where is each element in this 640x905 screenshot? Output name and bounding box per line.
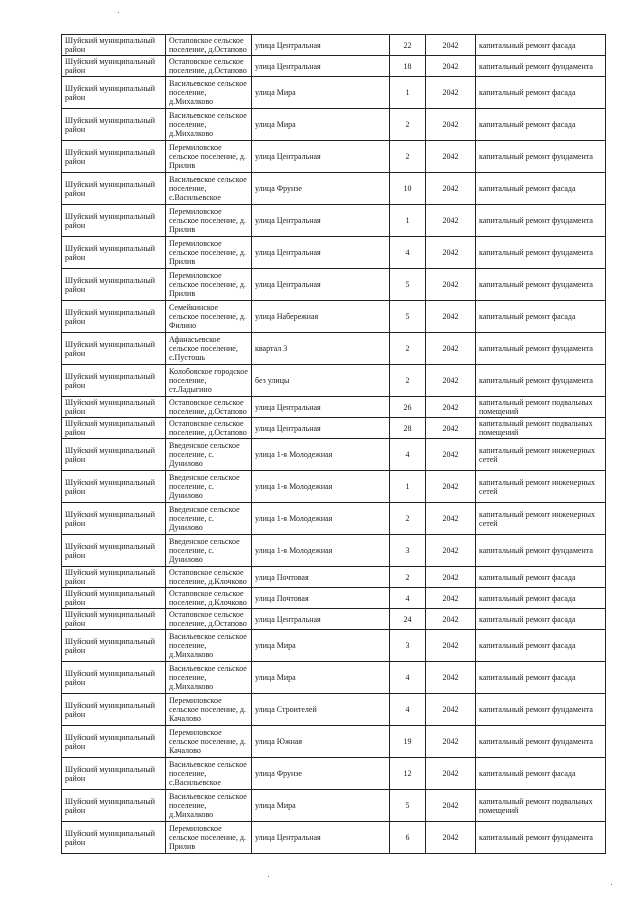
district-cell: Шуйский муниципальный район — [62, 726, 166, 758]
street-cell: квартал 3 — [252, 333, 390, 365]
district-cell: Шуйский муниципальный район — [62, 173, 166, 205]
work-type-cell: капитальный ремонт фасада — [476, 77, 606, 109]
house-number-cell: 5 — [390, 790, 426, 822]
district-cell: Шуйский муниципальный район — [62, 503, 166, 535]
district-cell: Шуйский муниципальный район — [62, 109, 166, 141]
year-cell: 2042 — [426, 567, 476, 588]
house-number-cell: 24 — [390, 609, 426, 630]
year-cell: 2042 — [426, 397, 476, 418]
work-type-cell: капитальный ремонт фундамента — [476, 205, 606, 237]
year-cell: 2042 — [426, 56, 476, 77]
street-cell: улица Набережная — [252, 301, 390, 333]
table-row — [62, 662, 606, 694]
house-number-cell: 2 — [390, 567, 426, 588]
table-row — [62, 822, 606, 854]
house-number-cell: 3 — [390, 535, 426, 567]
street-cell: улица Центральная — [252, 822, 390, 854]
house-number-cell: 22 — [390, 35, 426, 56]
settlement-cell: Перемиловское сельское поселение, д. Качалово — [166, 694, 252, 726]
settlement-cell: Васильевское сельское поселение, с.Васильевское — [166, 173, 252, 205]
district-cell: Шуйский муниципальный район — [62, 333, 166, 365]
scan-speck — [268, 876, 269, 877]
work-type-cell: капитальный ремонт фасада — [476, 567, 606, 588]
year-cell: 2042 — [426, 790, 476, 822]
settlement-cell: Перемиловское сельское поселение, д. Прилив — [166, 822, 252, 854]
settlement-cell: Введенское сельское поселение, с. Дунилово — [166, 535, 252, 567]
year-cell: 2042 — [426, 333, 476, 365]
house-number-cell: 4 — [390, 694, 426, 726]
district-cell: Шуйский муниципальный район — [62, 694, 166, 726]
settlement-cell: Перемиловское сельское поселение, д. Прилив — [166, 205, 252, 237]
street-cell: улица Фрунзе — [252, 758, 390, 790]
street-cell: улица 1-я Молодежная — [252, 535, 390, 567]
table-row — [62, 77, 606, 109]
year-cell: 2042 — [426, 205, 476, 237]
table-row — [62, 439, 606, 471]
settlement-cell: Перемиловское сельское поселение, д. Прилив — [166, 269, 252, 301]
street-cell: улица Почтовая — [252, 588, 390, 609]
year-cell: 2042 — [426, 35, 476, 56]
house-number-cell: 1 — [390, 77, 426, 109]
house-number-cell: 2 — [390, 503, 426, 535]
table-row — [62, 726, 606, 758]
year-cell: 2042 — [426, 418, 476, 439]
work-type-cell: капитальный ремонт фасада — [476, 758, 606, 790]
year-cell: 2042 — [426, 269, 476, 301]
street-cell: улица Центральная — [252, 205, 390, 237]
year-cell: 2042 — [426, 77, 476, 109]
year-cell: 2042 — [426, 109, 476, 141]
table-row — [62, 790, 606, 822]
house-number-cell: 10 — [390, 173, 426, 205]
work-type-cell: капитальный ремонт фундамента — [476, 56, 606, 77]
street-cell: улица Центральная — [252, 35, 390, 56]
table-row — [62, 56, 606, 77]
table-row — [62, 535, 606, 567]
street-cell: улица Южная — [252, 726, 390, 758]
street-cell: улица Мира — [252, 109, 390, 141]
house-number-cell: 1 — [390, 471, 426, 503]
district-cell: Шуйский муниципальный район — [62, 609, 166, 630]
year-cell: 2042 — [426, 365, 476, 397]
year-cell: 2042 — [426, 726, 476, 758]
work-type-cell: капитальный ремонт фасада — [476, 35, 606, 56]
house-number-cell: 2 — [390, 365, 426, 397]
year-cell: 2042 — [426, 141, 476, 173]
house-number-cell: 4 — [390, 588, 426, 609]
settlement-cell: Васильевское сельское поселение, с.Васильевское — [166, 758, 252, 790]
table-row — [62, 397, 606, 418]
table-row — [62, 35, 606, 56]
street-cell: улица Строителей — [252, 694, 390, 726]
district-cell: Шуйский муниципальный район — [62, 535, 166, 567]
house-number-cell: 28 — [390, 418, 426, 439]
table-row — [62, 141, 606, 173]
work-type-cell: капитальный ремонт фасада — [476, 588, 606, 609]
settlement-cell: Васильевское сельское поселение, д.Михалково — [166, 662, 252, 694]
settlement-cell: Введенское сельское поселение, с. Дунилово — [166, 503, 252, 535]
street-cell: улица Мира — [252, 630, 390, 662]
house-number-cell: 1 — [390, 205, 426, 237]
district-cell: Шуйский муниципальный район — [62, 567, 166, 588]
table-row — [62, 630, 606, 662]
house-number-cell: 12 — [390, 758, 426, 790]
district-cell: Шуйский муниципальный район — [62, 365, 166, 397]
table-row — [62, 237, 606, 269]
house-number-cell: 3 — [390, 630, 426, 662]
year-cell: 2042 — [426, 237, 476, 269]
street-cell: улица 1-я Молодежная — [252, 471, 390, 503]
settlement-cell: Васильевское сельское поселение, д.Михалково — [166, 630, 252, 662]
house-number-cell: 26 — [390, 397, 426, 418]
table-row — [62, 205, 606, 237]
district-cell: Шуйский муниципальный район — [62, 630, 166, 662]
street-cell: улица Центральная — [252, 418, 390, 439]
district-cell: Шуйский муниципальный район — [62, 397, 166, 418]
table-row — [62, 694, 606, 726]
table-row — [62, 588, 606, 609]
street-cell: улица Мира — [252, 77, 390, 109]
house-number-cell: 4 — [390, 662, 426, 694]
street-cell: улица Центральная — [252, 397, 390, 418]
street-cell: улица Центральная — [252, 237, 390, 269]
settlement-cell: Остаповское сельское поселение, д.Остапово — [166, 35, 252, 56]
settlement-cell: Остаповское сельское поселение, д.Клочково — [166, 588, 252, 609]
settlement-cell: Остаповское сельское поселение, д.Остапово — [166, 56, 252, 77]
scan-speck — [611, 884, 612, 885]
house-number-cell: 18 — [390, 56, 426, 77]
street-cell: улица 1-я Молодежная — [252, 439, 390, 471]
district-cell: Шуйский муниципальный район — [62, 35, 166, 56]
work-type-cell: капитальный ремонт фасада — [476, 109, 606, 141]
year-cell: 2042 — [426, 630, 476, 662]
year-cell: 2042 — [426, 588, 476, 609]
work-type-cell: капитальный ремонт подвальных помещений — [476, 418, 606, 439]
work-type-cell: капитальный ремонт фундамента — [476, 141, 606, 173]
work-type-cell: капитальный ремонт подвальных помещений — [476, 397, 606, 418]
table-row — [62, 269, 606, 301]
settlement-cell: Семейкинское сельское поселение, д. Филино — [166, 301, 252, 333]
year-cell: 2042 — [426, 662, 476, 694]
year-cell: 2042 — [426, 439, 476, 471]
district-cell: Шуйский муниципальный район — [62, 56, 166, 77]
district-cell: Шуйский муниципальный район — [62, 77, 166, 109]
settlement-cell: Остаповское сельское поселение, д.Клочково — [166, 567, 252, 588]
work-type-cell: капитальный ремонт фундамента — [476, 694, 606, 726]
house-number-cell: 5 — [390, 301, 426, 333]
housing-repair-table — [61, 34, 606, 854]
work-type-cell: капитальный ремонт подвальных помещений — [476, 790, 606, 822]
year-cell: 2042 — [426, 609, 476, 630]
work-type-cell: капитальный ремонт фасада — [476, 301, 606, 333]
year-cell: 2042 — [426, 694, 476, 726]
table-row — [62, 333, 606, 365]
district-cell: Шуйский муниципальный район — [62, 301, 166, 333]
work-type-cell: капитальный ремонт фундамента — [476, 333, 606, 365]
street-cell: улица Центральная — [252, 56, 390, 77]
settlement-cell: Остаповское сельское поселение, д.Остапово — [166, 397, 252, 418]
work-type-cell: капитальный ремонт фундамента — [476, 269, 606, 301]
work-type-cell: капитальный ремонт фасада — [476, 662, 606, 694]
settlement-cell: Перемиловское сельское поселение, д. Качалово — [166, 726, 252, 758]
table-row — [62, 301, 606, 333]
work-type-cell: капитальный ремонт фасада — [476, 630, 606, 662]
house-number-cell: 4 — [390, 439, 426, 471]
district-cell: Шуйский муниципальный район — [62, 790, 166, 822]
table-row — [62, 418, 606, 439]
street-cell: без улицы — [252, 365, 390, 397]
table-body — [62, 35, 606, 854]
work-type-cell: капитальный ремонт инженерных сетей — [476, 503, 606, 535]
house-number-cell: 2 — [390, 333, 426, 365]
year-cell: 2042 — [426, 822, 476, 854]
year-cell: 2042 — [426, 471, 476, 503]
table-row — [62, 365, 606, 397]
settlement-cell: Остаповское сельское поселение, д.Остапово — [166, 609, 252, 630]
street-cell: улица Центральная — [252, 269, 390, 301]
street-cell: улица Почтовая — [252, 567, 390, 588]
scan-speck — [118, 12, 119, 13]
street-cell: улица Мира — [252, 662, 390, 694]
work-type-cell: капитальный ремонт фасада — [476, 609, 606, 630]
table-row — [62, 109, 606, 141]
street-cell: улица 1-я Молодежная — [252, 503, 390, 535]
table-row — [62, 609, 606, 630]
table-row — [62, 173, 606, 205]
table-row — [62, 758, 606, 790]
district-cell: Шуйский муниципальный район — [62, 418, 166, 439]
year-cell: 2042 — [426, 503, 476, 535]
house-number-cell: 19 — [390, 726, 426, 758]
district-cell: Шуйский муниципальный район — [62, 471, 166, 503]
work-type-cell: капитальный ремонт фундамента — [476, 822, 606, 854]
house-number-cell: 6 — [390, 822, 426, 854]
settlement-cell: Васильевское сельское поселение, д.Михалково — [166, 77, 252, 109]
table-row — [62, 503, 606, 535]
settlement-cell: Перемиловское сельское поселение, д. Прилив — [166, 141, 252, 173]
work-type-cell: капитальный ремонт фундамента — [476, 237, 606, 269]
house-number-cell: 4 — [390, 237, 426, 269]
settlement-cell: Введенское сельское поселение, с. Дунилово — [166, 439, 252, 471]
district-cell: Шуйский муниципальный район — [62, 141, 166, 173]
settlement-cell: Остаповское сельское поселение, д.Остапово — [166, 418, 252, 439]
house-number-cell: 5 — [390, 269, 426, 301]
district-cell: Шуйский муниципальный район — [62, 588, 166, 609]
year-cell: 2042 — [426, 301, 476, 333]
district-cell: Шуйский муниципальный район — [62, 269, 166, 301]
district-cell: Шуйский муниципальный район — [62, 205, 166, 237]
work-type-cell: капитальный ремонт фундамента — [476, 365, 606, 397]
work-type-cell: капитальный ремонт инженерных сетей — [476, 439, 606, 471]
settlement-cell: Афанасьевское сельское поселение, с.Пустошь — [166, 333, 252, 365]
settlement-cell: Перемиловское сельское поселение, д. Прилив — [166, 237, 252, 269]
district-cell: Шуйский муниципальный район — [62, 237, 166, 269]
work-type-cell: капитальный ремонт фасада — [476, 173, 606, 205]
work-type-cell: капитальный ремонт фундамента — [476, 535, 606, 567]
district-cell: Шуйский муниципальный район — [62, 439, 166, 471]
table-row — [62, 471, 606, 503]
work-type-cell: капитальный ремонт фундамента — [476, 726, 606, 758]
year-cell: 2042 — [426, 758, 476, 790]
settlement-cell: Васильевское сельское поселение, д.Михалково — [166, 109, 252, 141]
table-row — [62, 567, 606, 588]
district-cell: Шуйский муниципальный район — [62, 758, 166, 790]
street-cell: улица Центральная — [252, 609, 390, 630]
year-cell: 2042 — [426, 535, 476, 567]
street-cell: улица Фрунзе — [252, 173, 390, 205]
settlement-cell: Введенское сельское поселение, с. Дунилово — [166, 471, 252, 503]
work-type-cell: капитальный ремонт инженерных сетей — [476, 471, 606, 503]
district-cell: Шуйский муниципальный район — [62, 822, 166, 854]
house-number-cell: 2 — [390, 141, 426, 173]
settlement-cell: Васильевское сельское поселение, д.Михалково — [166, 790, 252, 822]
street-cell: улица Центральная — [252, 141, 390, 173]
street-cell: улица Мира — [252, 790, 390, 822]
district-cell: Шуйский муниципальный район — [62, 662, 166, 694]
settlement-cell: Колобовское городское поселение, ст.Ладыгино — [166, 365, 252, 397]
year-cell: 2042 — [426, 173, 476, 205]
house-number-cell: 2 — [390, 109, 426, 141]
